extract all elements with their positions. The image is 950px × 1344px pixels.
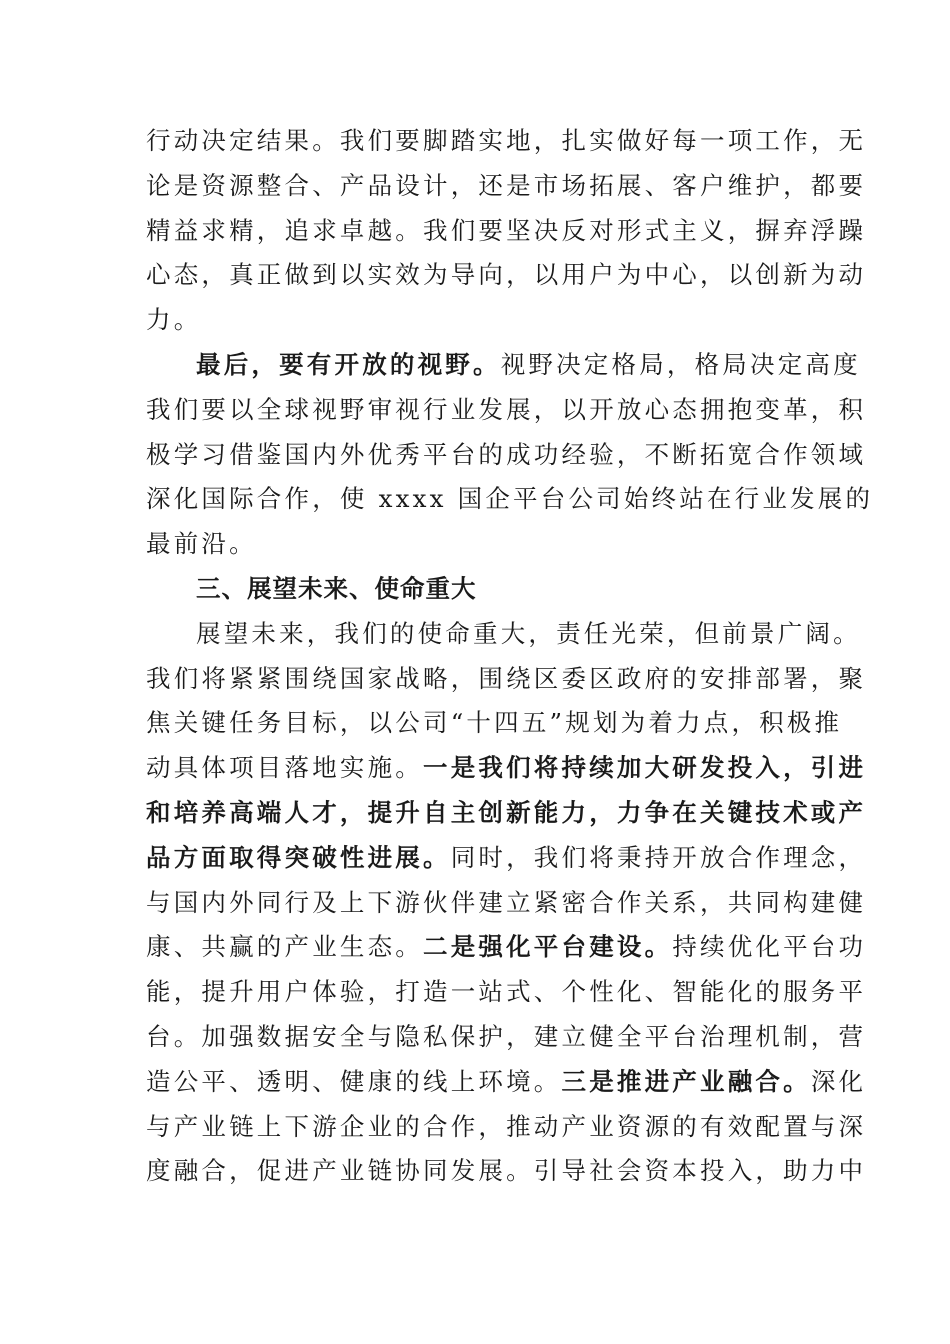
text-line — [146, 881, 867, 926]
text-run: 论是资源整合、产品设计，还是市场拓展、客户维护，都要 — [146, 170, 867, 200]
bold-text: 和培养高端人才，提升自主创新能力，力争在关键技术或产 — [146, 797, 867, 827]
text-run: 深化国际合作，使 xxxx 国企平台公司始终站在行业发展的 — [146, 484, 874, 514]
text-run: 与国内外同行及上下游伙伴建立紧密合作关系，共同构建健 — [146, 887, 867, 917]
text-run: 同时，我们将秉持开放合作理念， — [450, 842, 867, 872]
text-line — [146, 522, 806, 567]
text-line — [146, 1015, 867, 1060]
text-line — [146, 119, 867, 164]
document-page — [146, 119, 874, 1194]
text-line — [146, 1060, 867, 1105]
text-run: 造公平、透明、健康的线上环境。 — [146, 1066, 562, 1096]
text-run: 能，提升用户体验，打造一站式、个性化、智能化的服务平 — [146, 977, 867, 1007]
text-run: 心态，真正做到以实效为导向，以用户为中心，以创新为动 — [146, 260, 867, 290]
text-line — [146, 836, 867, 881]
text-run: 台。加强数据安全与隐私保护，建立健全平台治理机制，营 — [146, 1021, 867, 1051]
text-run: 焦关键任务目标，以公司“十四五”规划为着力点，积极推 — [146, 708, 843, 738]
text-line — [146, 657, 867, 702]
text-line — [146, 433, 867, 478]
text-line — [146, 970, 867, 1015]
bold-text: 品方面取得突破性进展。 — [146, 842, 451, 872]
bold-text: 二是强化平台建设。 — [423, 932, 673, 962]
text-line — [146, 388, 867, 433]
text-line — [146, 701, 843, 746]
text-line — [146, 164, 867, 209]
text-line — [146, 1149, 867, 1194]
text-line — [146, 209, 867, 254]
text-line — [146, 925, 867, 970]
text-run: 持续优化平台功 — [672, 932, 867, 962]
text-line — [146, 1105, 867, 1150]
text-line — [146, 791, 867, 836]
text-line — [146, 477, 874, 522]
text-run: 度融合，促进产业链协同发展。引导社会资本投入，助力中 — [146, 1156, 867, 1186]
text-run: 展望未来，我们的使命重大，责任光荣，但前景广阔。 — [196, 618, 861, 648]
text-run: 行动决定结果。我们要脚踏实地，扎实做好每一项工作，无 — [146, 126, 867, 155]
text-run: 与产业链上下游企业的合作，推动产业资源的有效配置与深 — [146, 1111, 867, 1141]
paragraph — [146, 343, 874, 567]
text-line — [146, 253, 867, 298]
text-line — [146, 298, 806, 343]
paragraph — [146, 612, 867, 1194]
text-run: 深化 — [810, 1066, 867, 1096]
text-run: 视野决定格局，格局决定高度 — [500, 349, 861, 379]
text-run: 极学习借鉴国内外优秀平台的成功经验，不断拓宽合作领域 — [146, 439, 867, 469]
text-run: 我们将紧紧围绕国家战略，围绕区委区政府的安排部署，聚 — [146, 663, 867, 693]
text-line — [146, 343, 861, 388]
bold-text: 最后，要有开放的视野。 — [196, 349, 501, 379]
text-run: 我们要以全球视野审视行业发展，以开放心态拥抱变革，积 — [146, 394, 867, 424]
paragraph — [146, 119, 867, 343]
bold-text: 一是我们将持续加大研发投入，引进 — [423, 753, 867, 783]
text-line — [146, 612, 861, 657]
text-run: 力。 — [146, 305, 202, 335]
text-run: 康、共赢的产业生态。 — [146, 932, 423, 962]
text-line — [146, 746, 867, 791]
text-run: 动具体项目落地实施。 — [146, 753, 423, 783]
bold-text: 三是推进产业融合。 — [561, 1066, 811, 1096]
text-run: 最前沿。 — [146, 529, 257, 559]
section-heading: 三、展望未来、使命重大 — [196, 573, 477, 603]
text-run: 精益求精，追求卓越。我们要坚决反对形式主义，摒弃浮躁 — [146, 215, 867, 245]
